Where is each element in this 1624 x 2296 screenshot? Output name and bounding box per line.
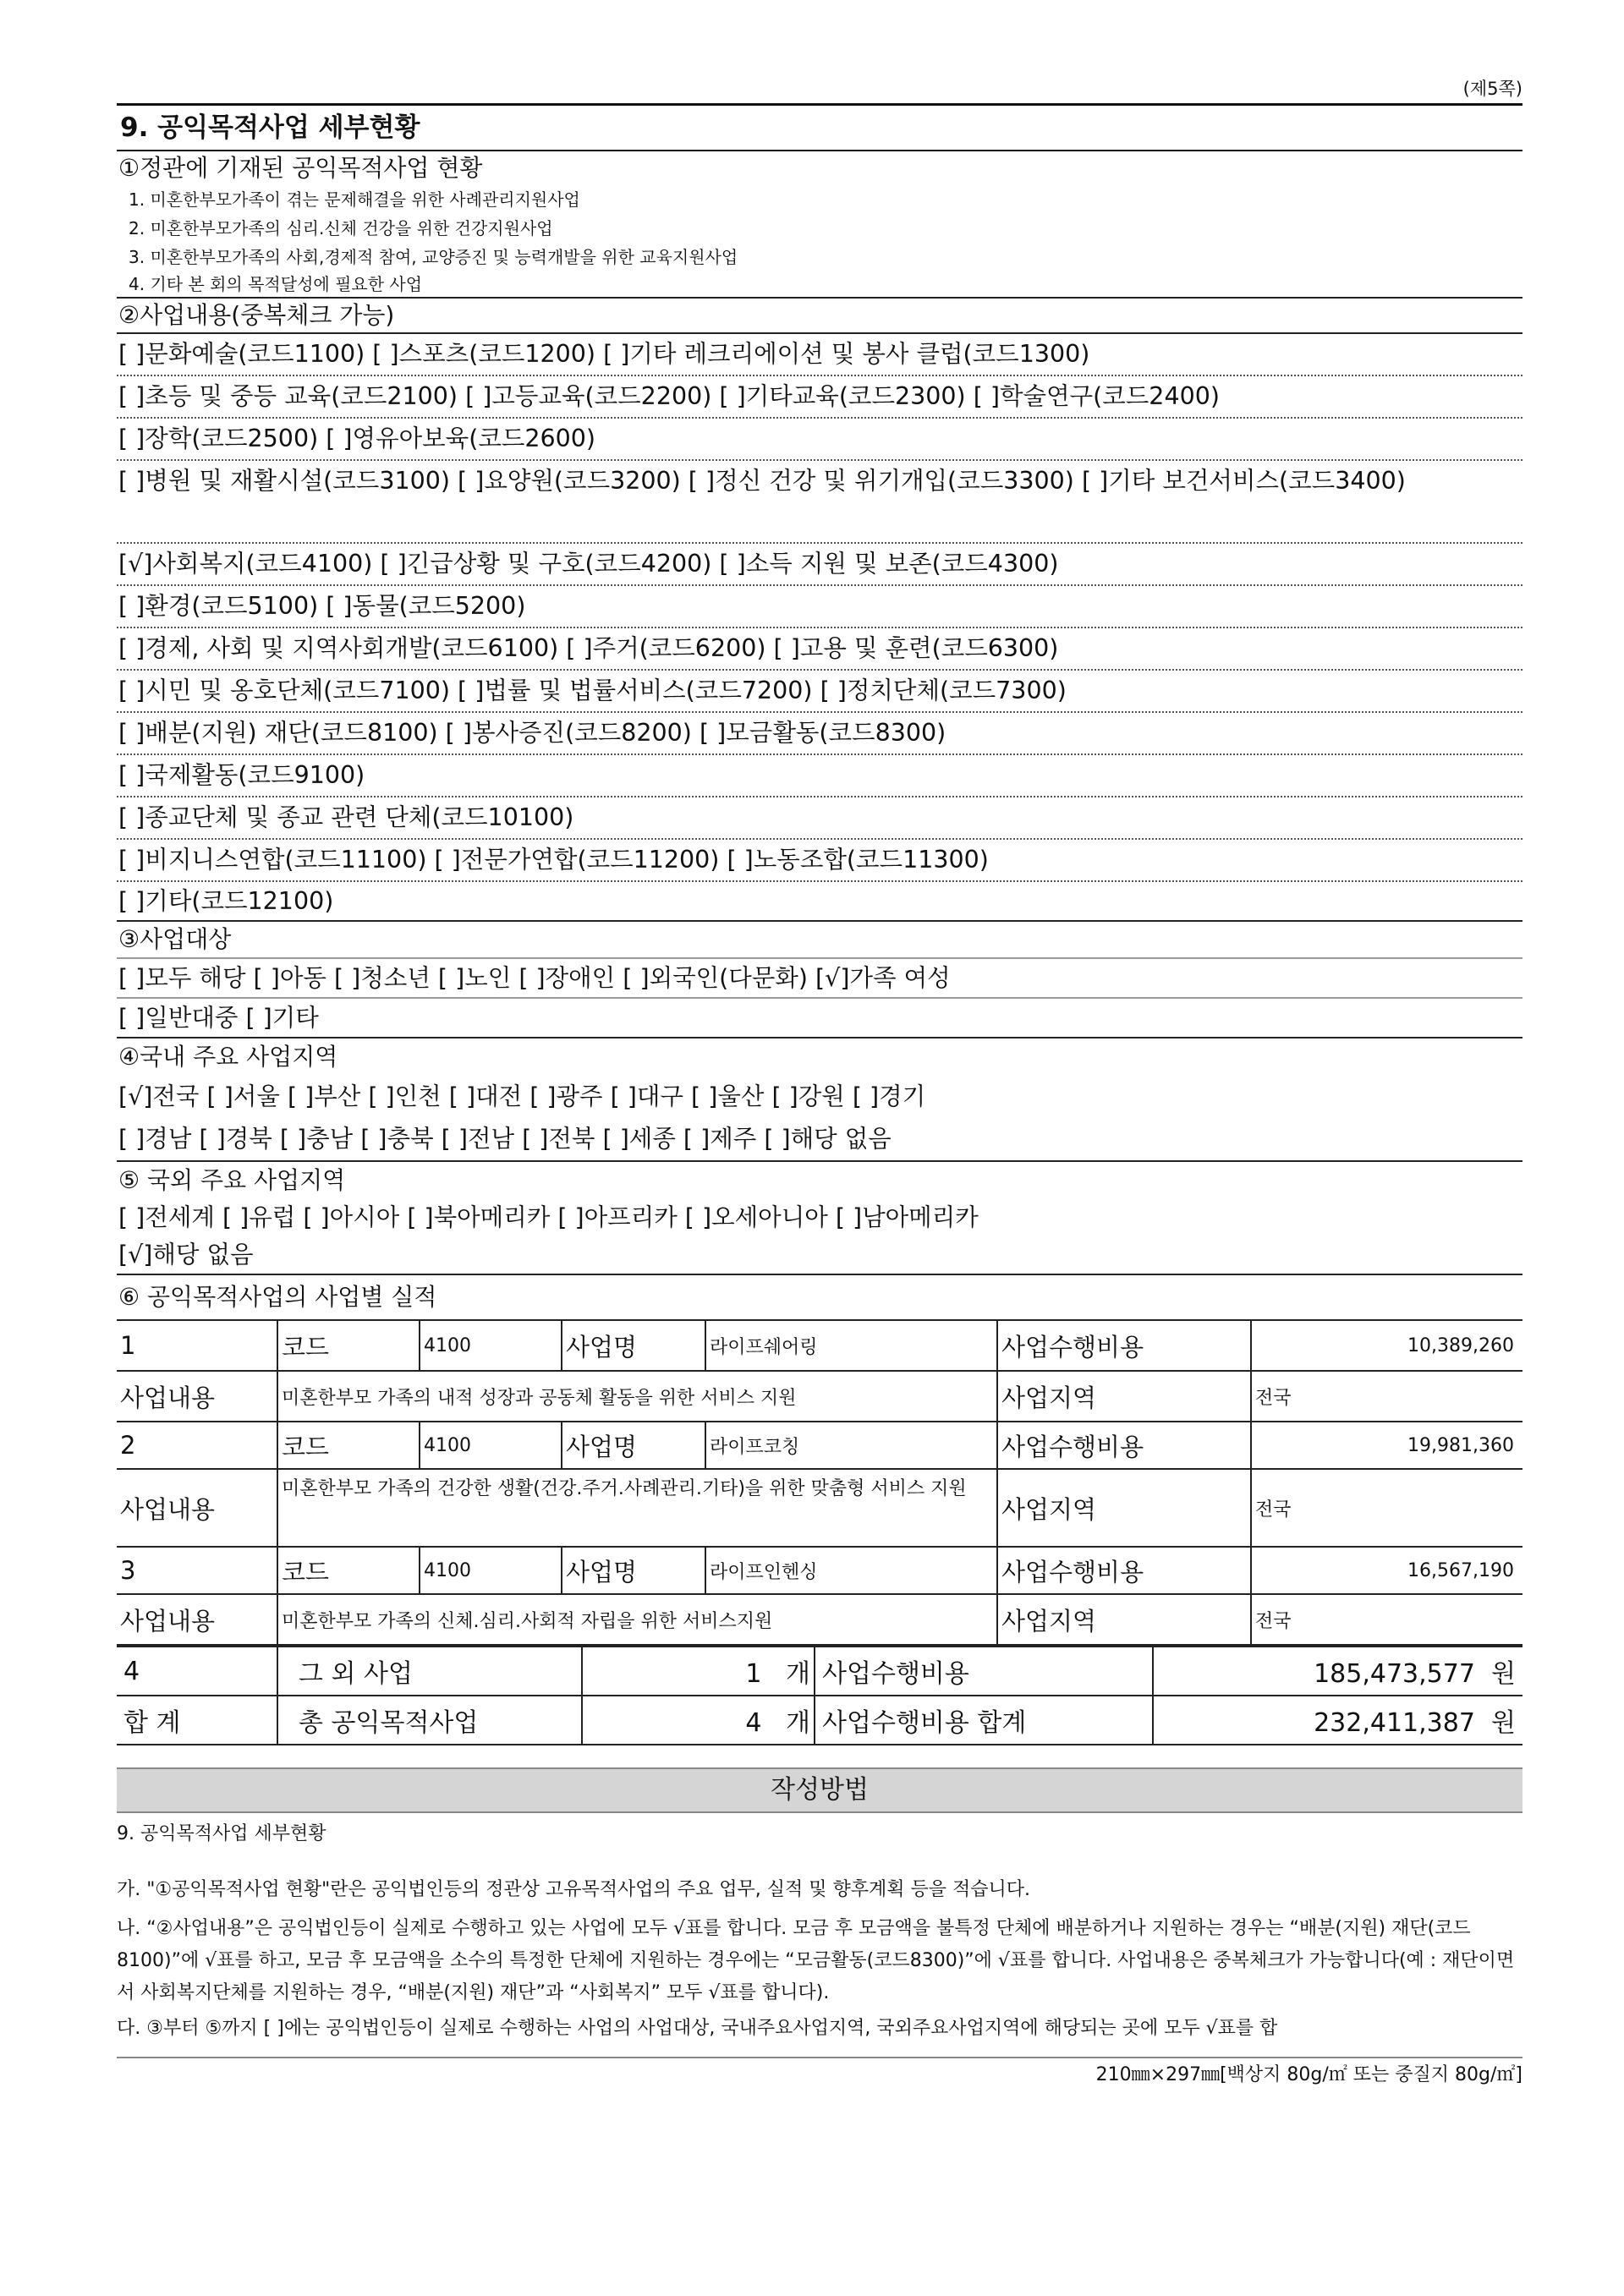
others-cost <box>1153 1647 1522 1696</box>
page-number: (제5쪽) <box>1462 79 1522 99</box>
project-code: 4100 <box>420 1422 562 1469</box>
name-label: 사업명 <box>562 1422 705 1469</box>
project-no: 2 <box>117 1422 277 1469</box>
section2-heading: ②사업내용(중복체크 가능) <box>117 299 1522 334</box>
project-detail-row <box>117 1469 1522 1547</box>
project-cost: 19,981,360 <box>1251 1422 1522 1469</box>
project-no: 1 <box>117 1320 277 1371</box>
paper-size-note: 210㎜×297㎜[백상지 80g/㎡ 또는 중질지 80g/㎡] <box>1095 2064 1522 2085</box>
project-detail-row <box>117 1594 1522 1645</box>
total-count <box>582 1696 815 1745</box>
total-count-value: 4 <box>745 1708 762 1738</box>
content-label: 사업내용 <box>117 1469 277 1547</box>
code-label: 코드 <box>277 1422 420 1469</box>
others-cost-label: 사업수행비용 <box>815 1647 1153 1696</box>
name-label: 사업명 <box>562 1320 705 1371</box>
business-row: [ ]경제, 사회 및 지역사회개발(코드6100) [ ]주거(코드6200) [ ]고용 및 훈련(코드6300) <box>117 628 1522 671</box>
project-name: 라이프코칭 <box>705 1422 997 1469</box>
total-row <box>117 1696 1522 1745</box>
others-no: 4 <box>117 1647 277 1696</box>
others-cost-unit: 원 <box>1491 1659 1516 1689</box>
business-row: [ ]국제활동(코드9100) <box>117 755 1522 797</box>
project-cost: 10,389,260 <box>1251 1320 1522 1371</box>
code-label: 코드 <box>277 1547 420 1594</box>
overseas-region-row: [√]해당 없음 <box>117 1236 1522 1275</box>
name-label: 사업명 <box>562 1547 705 1594</box>
project-code: 4100 <box>420 1547 562 1594</box>
business-row: [ ]병원 및 재활시설(코드3100) [ ]요양원(코드3200) [ ]정신 건강 및 위기개입(코드3300) [ ]기타 보건서비스(코드3400) <box>117 461 1522 544</box>
project-content: 미혼한부모 가족의 내적 성장과 공동체 활동을 위한 서비스 지원 <box>277 1371 997 1422</box>
business-row: [ ]비지니스연합(코드11100) [ ]전문가연합(코드11200) [ ]노동조합(코드11300) <box>117 840 1522 882</box>
performance-table <box>117 1319 1522 1646</box>
section3-heading: ③사업대상 <box>117 922 1522 959</box>
section1-item: 2. 미혼한부모가족의 심리.신체 건강을 위한 건강지원사업 <box>129 218 553 238</box>
project-region: 전국 <box>1251 1594 1522 1645</box>
region-label: 사업지역 <box>997 1469 1251 1547</box>
overseas-region-row: [ ]전세계 [ ]유럽 [ ]아시아 [ ]북아메리카 [ ]아프리카 [ ]오세아니아 [ ]남아메리카 <box>118 1203 979 1231</box>
project-cost: 16,567,190 <box>1251 1547 1522 1594</box>
project-content: 미혼한부모 가족의 건강한 생활(건강.주거.사례관리.기타)을 위한 맞춤형 서비스 지원 <box>277 1469 997 1547</box>
region-label: 사업지역 <box>997 1594 1251 1645</box>
guide-heading: 작성방법 <box>117 1767 1522 1813</box>
form-page <box>117 74 1522 2092</box>
total-cost-unit: 원 <box>1491 1708 1516 1738</box>
summary-table <box>117 1646 1522 1745</box>
total-desc: 총 공익목적사업 <box>277 1696 582 1745</box>
cost-label: 사업수행비용 <box>997 1547 1251 1594</box>
section5-heading: ⑤ 국외 주요 사업지역 <box>118 1166 346 1194</box>
section6-heading: ⑥ 공익목적사업의 사업별 실적 <box>118 1283 437 1311</box>
total-cost-label: 사업수행비용 합계 <box>815 1696 1153 1745</box>
business-row: [ ]환경(코드5100) [ ]동물(코드5200) <box>117 586 1522 628</box>
target-row: [ ]일반대중 [ ]기타 <box>117 999 1522 1038</box>
business-row: [ ]기타(코드12100) <box>117 882 1522 922</box>
target-row: [ ]모두 해당 [ ]아동 [ ]청소년 [ ]노인 [ ]장애인 [ ]외국인(다문화) [√]가족 여성 <box>117 959 1522 999</box>
total-cost-value: 232,411,387 <box>1314 1708 1475 1738</box>
section1-item: 3. 미혼한부모가족의 사회,경제적 참여, 교양증진 및 능력개발을 위한 교육지원사업 <box>129 247 738 267</box>
content-label: 사업내용 <box>117 1371 277 1422</box>
region-label: 사업지역 <box>997 1371 1251 1422</box>
others-label: 그 외 사업 <box>277 1647 582 1696</box>
project-content: 미혼한부모 가족의 신체.심리.사회적 자립을 위한 서비스지원 <box>277 1594 997 1645</box>
guide-subtitle: 9. 공익목적사업 세부현황 <box>117 1823 326 1844</box>
section1-item: 1. 미혼한부모가족이 겪는 문제해결을 위한 사례관리지원사업 <box>129 189 580 210</box>
business-row: [√]사회복지(코드4100) [ ]긴급상황 및 구호(코드4200) [ ]소득 지원 및 보존(코드4300) <box>117 544 1522 586</box>
section1-item: 4. 기타 본 회의 목적달성에 필요한 사업 <box>117 271 1522 299</box>
page-title: 9. 공익목적사업 세부현황 <box>117 103 1522 151</box>
content-label: 사업내용 <box>117 1594 277 1645</box>
project-name: 라이프쉐어링 <box>705 1320 997 1371</box>
domestic-region-row: [√]전국 [ ]서울 [ ]부산 [ ]인천 [ ]대전 [ ]광주 [ ]대구 [ ]울산 [ ]강원 [ ]경기 <box>118 1082 926 1110</box>
guide-paragraph: 다. ③부터 ⑤까지 [ ]에는 공익법인등이 실제로 수행하는 사업의 사업대상, 국내주요사업지역, 국외주요사업지역에 해당되는 곳에 모두 √표를 합 <box>117 2018 1278 2039</box>
project-row <box>117 1422 1522 1469</box>
project-no: 3 <box>117 1547 277 1594</box>
business-row: [ ]장학(코드2500) [ ]영유아보육(코드2600) <box>117 419 1522 461</box>
project-name: 라이프인헨싱 <box>705 1547 997 1594</box>
business-row: [ ]초등 및 중등 교육(코드2100) [ ]고등교육(코드2200) [ ]기타교육(코드2300) [ ]학술연구(코드2400) <box>117 376 1522 419</box>
guide-paragraph: 가. "①공익목적사업 현황"란은 공익법인등의 정관상 고유목적사업의 주요 업무, 실적 및 향후계획 등을 적습니다. <box>117 1879 1030 1900</box>
business-row: [ ]문화예술(코드1100) [ ]스포츠(코드1200) [ ]기타 레크리에이션 및 봉사 클럽(코드1300) <box>117 334 1522 376</box>
cost-label: 사업수행비용 <box>997 1422 1251 1469</box>
others-count <box>582 1647 815 1696</box>
guide-paragraph: 나. “②사업내용”은 공익법인등이 실제로 수행하고 있는 사업에 모두 √표를 합니다. 모금 후 모금액을 불특정 단체에 배분하거나 지원하는 경우는 “배분(지원) 재단(코드8100)”에 √표를 하고, 모금 후 모금액을 소수의 특정한 단체에 지원하는 경우에는 “모금활동(코드8300)”에 √표를 합니다. 사업내용은 중복체크가 가능합니다(예 : 재단이면서 사회복지단체를 지원하는 경우, “배분(지원) 재단”과 “사회복지” 모두 √표를 합니다). <box>117 1918 1515 2003</box>
others-cost-value: 185,473,577 <box>1314 1659 1475 1689</box>
others-row <box>117 1647 1522 1696</box>
code-label: 코드 <box>277 1320 420 1371</box>
project-region: 전국 <box>1251 1469 1522 1547</box>
business-row: [ ]종교단체 및 종교 관련 단체(코드10100) <box>117 797 1522 840</box>
section4-heading: ④국내 주요 사업지역 <box>118 1043 338 1071</box>
cost-label: 사업수행비용 <box>997 1320 1251 1371</box>
others-count-value: 1 <box>745 1659 762 1689</box>
total-label: 합 계 <box>117 1696 277 1745</box>
project-row <box>117 1547 1522 1594</box>
project-region: 전국 <box>1251 1371 1522 1422</box>
project-detail-row <box>117 1371 1522 1422</box>
others-count-unit: 개 <box>786 1659 810 1689</box>
total-count-unit: 개 <box>786 1708 810 1738</box>
project-row <box>117 1320 1522 1371</box>
business-row: [ ]배분(지원) 재단(코드8100) [ ]봉사증진(코드8200) [ ]모금활동(코드8300) <box>117 713 1522 755</box>
total-cost <box>1153 1696 1522 1745</box>
domestic-region-row: [ ]경남 [ ]경북 [ ]충남 [ ]충북 [ ]전남 [ ]전북 [ ]세종 [ ]제주 [ ]해당 없음 <box>117 1118 1522 1162</box>
business-row: [ ]시민 및 옹호단체(코드7100) [ ]법률 및 법률서비스(코드7200) [ ]정치단체(코드7300) <box>117 671 1522 713</box>
section1-heading: ①정관에 기재된 공익목적사업 현황 <box>118 154 483 182</box>
project-code: 4100 <box>420 1320 562 1371</box>
